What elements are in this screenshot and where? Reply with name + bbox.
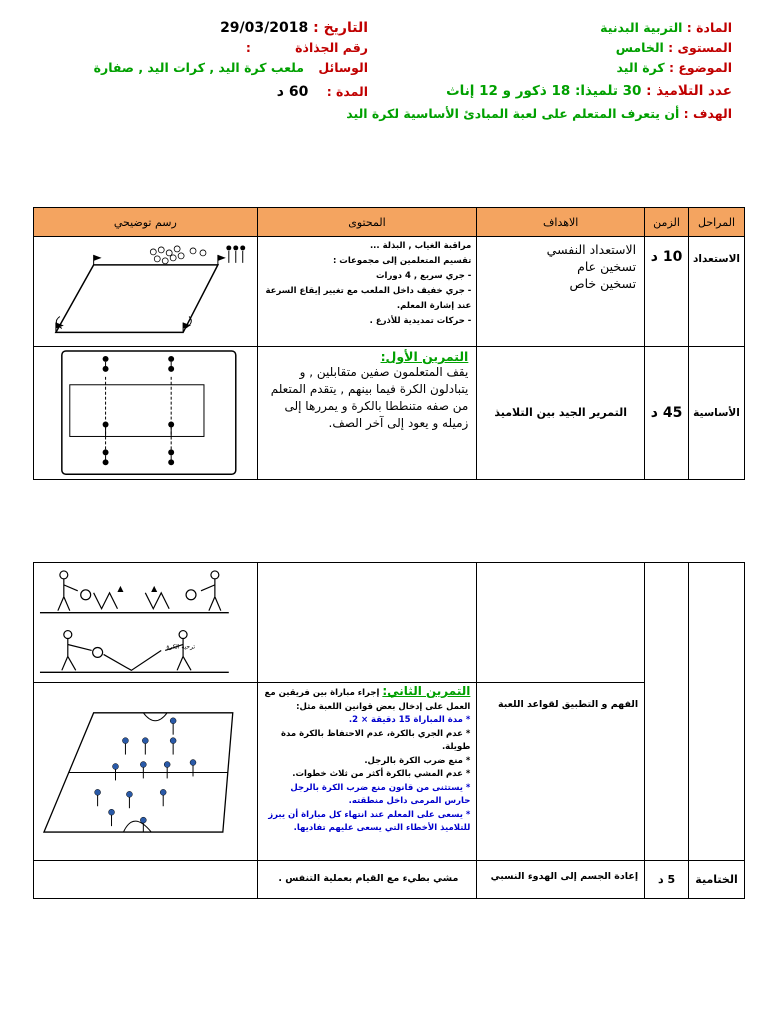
content-line: - حركات تمديدية للأذرع . [369,316,472,326]
content-line: تقسيم المتعلمين إلى مجموعات : [332,256,472,266]
goals-game: الفهم و التطبيق لقواعد اللعبة [477,683,645,861]
phase-main: الأساسية [689,347,745,479]
header-phases: المراحل [689,208,745,237]
phase-warmup: الاستعداد [689,237,745,347]
rule-item: * عدم الجري بالكرة، عدم الاحتفاظ بالكرة مدة طويلة. [280,728,471,753]
header-time: الزمن [645,208,689,237]
header-goals: الاهداف [477,208,645,237]
table-row [34,683,745,861]
passing-drill-diagram [34,347,257,478]
match-court-diagram [34,683,257,860]
tools-value: ملعب كرة اليد , كرات اليد , صفارة [93,60,304,75]
time-warmup: 10 د [645,237,689,347]
lesson-table-1 [33,207,745,480]
date-line [220,20,368,36]
content-line: - جري سريع , 4 دورات [375,271,472,281]
content-main [257,347,477,479]
exercise-2-head [264,685,471,714]
content-warmup [257,237,477,347]
goal-item: تسخين عام [577,259,637,274]
level-line [616,40,732,55]
illustration-game [34,683,258,861]
students-label: عدد التلاميذ : [646,83,732,99]
table-row [34,563,745,683]
rule-item: * عدم المشي بالكرة أكثر من ثلاث خطوات. [292,769,471,780]
duration-value: 60 د [276,84,309,100]
goal-label: الهدف : [683,106,732,121]
illustration-main [34,347,258,479]
exercise-2-title: التمرين الثاني: [382,684,471,699]
time-final: 5 د [645,861,689,899]
topic-label: الموضوع : [668,60,732,75]
phase-main-cont [689,563,745,861]
content-empty [257,563,477,683]
table-row [34,861,745,899]
content-line: - جري خفيف داخل الملعب مع تغيير إيقاع السرعة عند إشارة المعلم. [265,286,472,311]
level-value: الخامس [615,40,664,55]
phase-final: الختامية [689,861,745,899]
table-row [34,237,745,347]
exercise-1-title: التمرين الأول: [380,349,469,365]
subject-value: التربية البدنية [600,20,683,35]
goal-value: أن يتعرف المتعلم على لعبة المبادئ الأساسية لكرة اليد [346,106,680,121]
duration-label: المدة : [326,84,368,99]
illustration-warmup [34,237,258,347]
pass-label: ترحيه الكرة [166,643,196,651]
exercise-2-intro: إجراء مباراة بين فريقين مع العمل على إدخال بعض قوانين اللعبة مثل: [264,688,471,712]
goal-line [346,106,732,121]
lesson-table-2 [33,562,745,899]
exercise-1-text: يقف المتعلمون صفين متقابلين , و يتبادلون الكرة فيما بينهم , يتقدم المتعلم من صفه متنططا بالكرة و يمررها إلى زميله و يعود إلى آخر الصف. [270,365,469,431]
bounce-pass-diagram [34,563,257,682]
card-line [246,40,368,55]
illustration-pass [34,563,258,683]
duration-line [277,84,368,100]
rule-item: * منع ضرب الكرة بالرجل. [364,755,471,766]
goals-final: إعادة الجسم إلى الهدوء النسبي [477,861,645,899]
goals-main: التمرير الجيد بين التلاميذ [477,347,645,479]
tools-label: الوسائل [318,60,368,75]
rule-item: * مدة المباراة 15 دقيقة × 2. [348,715,471,726]
time-main-cont [645,563,689,861]
svg-text:▲: ▲ [151,583,158,593]
table-header-row [34,208,745,237]
table-row [34,347,745,479]
content-final: مشي بطيء مع القيام بعملية التنفس . [257,861,477,899]
content-game [257,683,477,861]
rule-item: * يستثنى من قانون منع ضرب الكرة بالرجل حارس المرمى داخل منطقته. [290,782,471,807]
goal-item: الاستعداد النفسي [546,242,637,257]
goals-empty [477,563,645,683]
card-label: رقم الجذاذة [295,40,368,55]
date-label: التاريخ : [313,20,368,36]
card-value: : [245,40,251,55]
date-value: 29/03/2018 [220,20,309,36]
field-run-diagram [34,237,257,346]
illustration-final [34,861,258,899]
time-main: 45 د [645,347,689,479]
svg-text:▲: ▲ [117,583,124,593]
students-line [446,83,732,99]
subject-label: المادة : [686,20,732,35]
level-label: المستوى : [668,40,732,55]
rule-item: * يسعى على المعلم عند انتهاء كل مباراة أن يبرز للتلاميذ الأخطاء التي يسعى عليهم تفاديها. [268,809,471,834]
goals-warmup [477,237,645,347]
content-line: مراقبة الغياب , البذلة ... [369,241,472,251]
topic-value: كرة اليد [616,60,665,75]
subject-line [600,20,732,35]
header-illustration: رسم توضيحي [34,208,258,237]
topic-line [617,60,732,75]
students-value: 30 تلميذا: 18 ذكور و 12 إناث [446,83,642,99]
goal-item: تسخين خاص [569,276,637,291]
tools-line [94,60,368,75]
header-content: المحتوى [257,208,477,237]
